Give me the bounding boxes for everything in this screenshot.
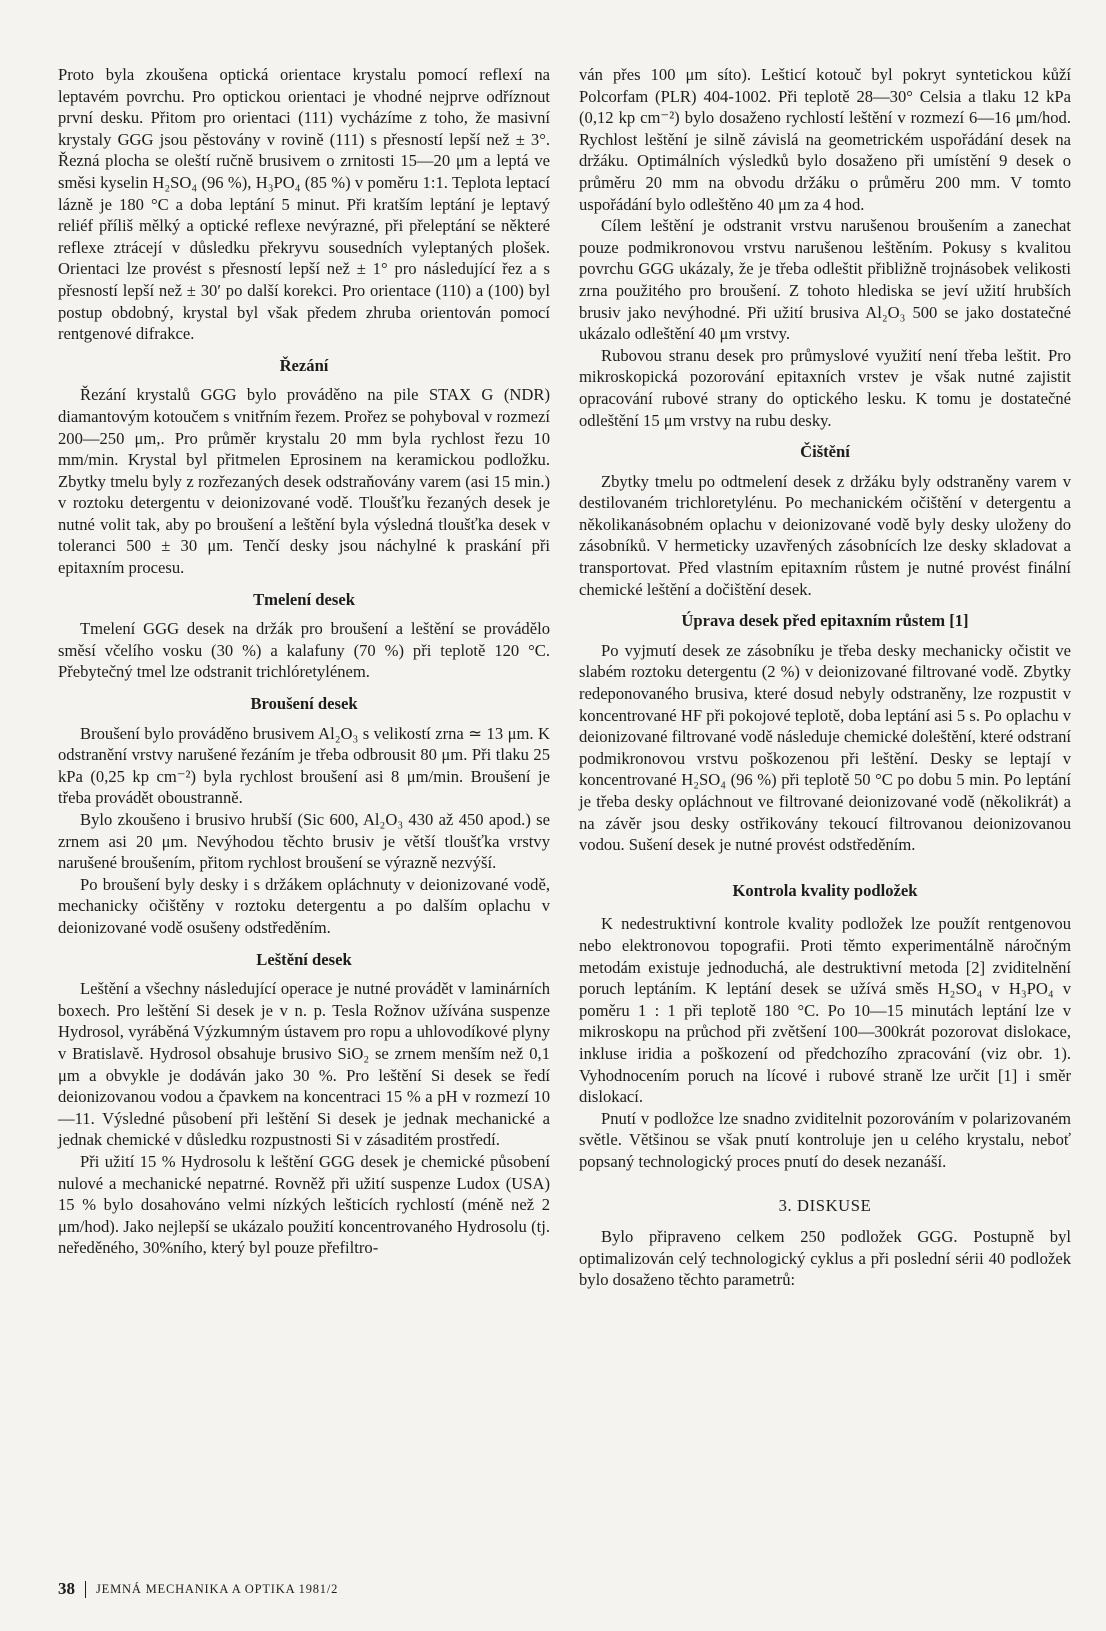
paragraph-lesteni-1: Leštění a všechny následující operace je nutné provádět v laminárních boxech. Pro leštění Si desek je v n. p. Tesla Rožnov užívána suspenze Hydrosol, vyráběná Výzkumným ústavem pro ropu a uhlovodíkové plyny v Bratislavě. Hydrosol obsahuje brusivo SiO₂ se zrnem menším než 0,1 μm a obvykle je dodáván jako 30 %. Pro leštění Si desek se ředí deionizovanou vodou a čpavkem na koncentraci 15 % a pH v rozmezí 10—11. Výsledné působení při leštění Si desek je jednak mechanické a jednak chemické v důsledku rozpustnosti Si v zásaditém prostředí. <box>58 979 550 1150</box>
paragraph-lesteni-cont: ván přes 100 μm síto). Lešticí kotouč byl pokryt syntetickou kůží Polcorfam (PLR) 404-1002. Při teplotě 28—30° Celsia a tlaku 12 kPa (0,12 kp cm⁻²) bylo dosaženo rychlostí leštění v rozmezí 6—16 μm/hod. Rychlost leštění je silně závislá na geometrickém uspořádání desek na držáku. Optimálních výsledků bylo dosaženo při umístění 9 desek o průměru 20 mm na obvodu držáku o průměru 200 mm. V tomto uspořádání bylo odleštěno 40 μm za 4 hod. <box>579 65 1071 214</box>
paragraph-rubova-strana: Rubovou stranu desek pro průmyslové využití není třeba leštit. Pro mikroskopická pozorování epitaxních vrstev je však nutné zajistit opracování rubové strany do optického lesku. K tomu je dostatečné odleštění 15 μm vrstvy na rubu desky. <box>579 345 1071 430</box>
paragraph-orientation: Proto byla zkoušena optická orientace krystalu pomocí reflexí na leptavém povrchu. Pro optickou orientaci je vhodné nejprve odříznout první desku. Přitom pro orientaci (111) vycházíme z toho, že masivní krystaly GGG jsou pěstovány v rovině (111) s přesností lepší než ± 3°. Řezná plocha se oleští ručně brusivem o zrnitosti 15—20 μm a leptá ve směsi kyselin H₂SO₄ (96 %), H₃PO₄ (85 %) v poměru 1:1. Teplota leptací lázně je 180 °C a doba leptání 5 minut. Při kratším leptání je leptavý reliéf příliš mělký a optické reflexe nevýrazné, při přeleptání se některé reflexe ztrácejí v důsledku překryvu sousedních vyleptaných plošek. Orientaci lze provést s přesností lepší než ± 1° pro následující řez a s přesností lepší než ± 30′ po další korekci. Pro orientace (110) a (100) byl postup obdobný, krystal byl však předem zhruba orientován pomocí rentgenové difrakce. <box>58 65 550 344</box>
paragraph-diskuse: Bylo připraveno celkem 250 podložek GGG. Postupně byl optimalizován celý technologický cyklus a při poslední sérii 40 podložek bylo dosaženo těchto parametrů: <box>579 1227 1071 1290</box>
paragraph-pnuti: Pnutí v podložce lze snadno zviditelnit pozorováním v polarizovaném světle. Většinou se však pnutí kontroluje jen u celého krystalu, neboť popsaný technologický proces pnutí do desek nezanáší. <box>579 1108 1071 1171</box>
paragraph-brouseni-2: Bylo zkoušeno i brusivo hrubší (Sic 600, Al₂O₃ 430 až 450 apod.) se zrnem asi 20 μm. Nevýhodou těchto brusiv je větší tloušťka vrstvy narušené broušením, přitom rychlost broušení se výrazně nezvýší. <box>58 810 550 873</box>
paragraph-brouseni-1: Broušení bylo prováděno brusivem Al₂O₃ s velikostí zrna ≃ 13 μm. K odstranění vrstvy narušené řezáním je třeba odbrousit 80 μm. Při tlaku 25 kPa (0,25 kp cm⁻²) byla rychlost broušení asi 8 μm/min. Broušení je třeba provádět oboustranně. <box>58 723 550 808</box>
heading-brouseni: Broušení desek <box>250 694 358 714</box>
heading-kontrola: Kontrola kvality podložek <box>732 880 918 900</box>
paragraph-cisteni: Zbytky tmelu po odtmelení desek z držáku byly odstraněny varem v destilovaném trichloretylénu. Po mechanickém očištění v detergentu a několikanásobném oplachu v deionizované vodě byly desky uloženy do zásobníků. V hermeticky uzavřených zásobnících lze desky skladovat a transportovat. Před vlastním epitaxním růstem je nutné provést finální chemické leštění a dočištění desek. <box>579 471 1071 599</box>
heading-diskuse: 3. DISKUSE <box>778 1195 872 1215</box>
page-number: 38 <box>58 1579 75 1598</box>
paragraph-brouseni-3: Po broušení byly desky i s držákem opláchnuty v deionizované vodě, mechanicky očištěny v roztoku detergentu a po dalším oplachu v deionizované vodě osušeny odstředěním. <box>58 874 550 937</box>
paragraph-kontrola: K nedestruktivní kontrole kvality podložek lze použít rentgenovou nebo elektronovou topografii. Proti těmto experimentálně náročným metodám existuje jednoduchá, ale destruktivní metoda [2] zviditelnění poruch leptáním. K leptání desek se užívá směs H₂SO₄ v H₃PO₄ v poměru 1 : 1 při teplotě 180 °C. Po 10—15 minutách leptání lze v mikroskopu na průchod při zvětšení 100—300krát pozorovat dislokace, inkluse iridia a poškození od předchozího zpracování (viz obr. 1). Vyhodnocením poruch na lícové i rubové straně lze určit [1] i směr dislokací. <box>579 914 1071 1107</box>
heading-tmeleni: Tmelení desek <box>253 589 355 609</box>
footer-divider <box>85 1581 86 1598</box>
heading-rezani: Řezání <box>279 355 329 375</box>
heading-cisteni: Čištění <box>800 442 850 462</box>
paragraph-lesteni-cil: Cílem leštění je odstranit vrstvu narušenou broušením a zanechat pouze podmikronovou vrstvu narušenou leštěním. Pokusy s kvalitou povrchu GGG ukázaly, že je třeba odleštit přibližně trojnásobek velikosti zrna použitého pro broušení. Z tohoto hlediska se jeví užití hrubších brusiv jako nevýhodné. Při užití brusiva Al₂O₃ 500 se jako dostatečné ukázalo odleštění 40 μm vrstvy. <box>579 216 1071 344</box>
paragraph-uprava: Po vyjmutí desek ze zásobníku je třeba desky mechanicky očistit ve slabém roztoku detergentu (2 %) v deionizované filtrované vodě. Zbytky redeponovaného brusiva, které dosud nebyly odstraněny, lze rozpustit v koncentrované HF při pokojové teplotě, doba leptání asi 5 s. Po oplachu v deionizované filtrované vodě následuje chemické doleštění, které odstraní podmikronovou vrstvu poškozenou při leštění. Desky se leptají v koncentrované H₂SO₄ (96 %) při teplotě 50 °C po dobu 5 min. Po leptání je třeba desky opláchnout ve filtrované deionizované vodě (několikrát) a na závěr jsou desky ostřikovány tekoucí filtrovanou deionizovanou vodou. Sušení desek je nutné provést odstředěním. <box>579 640 1071 855</box>
paragraph-tmeleni: Tmelení GGG desek na držák pro broušení a leštění se provádělo směsí včelího vosku (30 %) a kalafuny (70 %) při teplotě 120 °C. Přebytečný tmel lze odstranit trichlóretylénem. <box>58 619 550 682</box>
left-column <box>58 64 550 1259</box>
page-footer <box>58 1579 338 1599</box>
right-column <box>579 64 1071 1291</box>
heading-lesteni: Leštění desek <box>256 949 352 969</box>
heading-uprava: Úprava desek před epitaxním růstem [1] <box>681 611 969 631</box>
paragraph-rezani: Řezání krystalů GGG bylo prováděno na pile STAX G (NDR) diamantovým kotoučem s vnitřním řezem. Prořez se pohyboval v rozmezí 200—250 μm,. Pro průměr krystalu 20 mm byla rychlost řezu 10 mm/min. Krystal byl přitmelen Eprosinem na keramickou podložku. Zbytky tmelu byly z rozřezaných desek odstraňovány varem (asi 15 min.) v roztoku detergentu v deionizované vodě. Tloušťku řezaných desek je nutné volit tak, aby po broušení a leštění byla výsledná tloušťka desek v toleranci 500 ± 30 μm. Tenčí desky jsou náchylné k praskání při epitaxním procesu. <box>58 385 550 578</box>
journal-name: JEMNÁ MECHANIKA A OPTIKA 1981/2 <box>96 1581 339 1596</box>
paragraph-lesteni-2: Při užití 15 % Hydrosolu k leštění GGG desek je chemické působení nulové a mechanické nepatrné. Rovněž při užití suspenze Ludox (USA) 15 % bylo dosahováno velmi nízkých lešticích rychlostí (méně než 2 μm/hod). Jako nejlepší se ukázalo použití koncentrovaného Hydrosolu (tj. neředěného, 30%ního, který byl pouze přefiltro- <box>58 1151 550 1258</box>
